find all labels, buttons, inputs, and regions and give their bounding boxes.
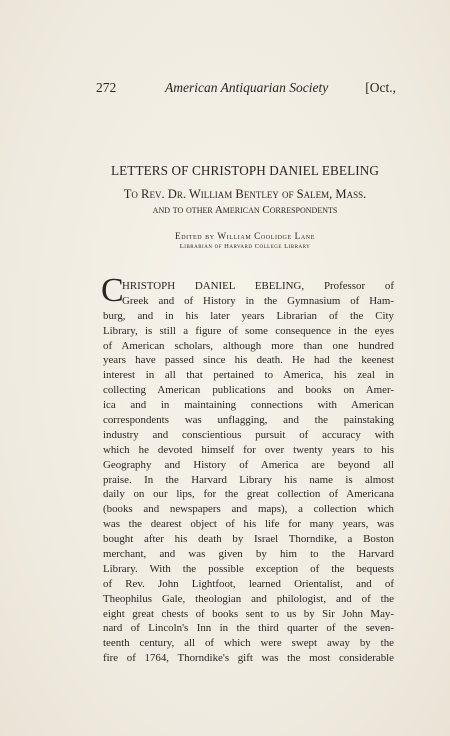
body-line: ica and in maintaining connections with American (103, 399, 394, 412)
body-line: years have passed since his death. He had the keenest (103, 354, 394, 367)
body-line: Library, is still a figure of some consequence in the eyes (103, 324, 394, 337)
body-line: bought after his death by Israel Thorndike, a Boston (103, 533, 394, 546)
body-line: fire of 1764, Thorndike's gift was the most considerable (103, 652, 394, 665)
body-line: daily on our lips, for the great collection of Americana (103, 488, 394, 501)
body-line: (books and newspapers and maps), a collection which (103, 503, 394, 516)
body-line: merchant, and was given by him to the Harvard (103, 548, 394, 561)
body-line: Greek and of History in the Gymnasium of Ham- (122, 294, 394, 307)
issue-month: [Oct., (365, 80, 396, 95)
body-line: of American scholars, although more than one hundred (103, 339, 394, 352)
body-line: of Rev. John Lightfoot, learned Orientalist, and of (103, 577, 394, 590)
article-body (101, 272, 394, 666)
body-line: C HRISTOPH DANIEL EBELING, Professor of (101, 272, 394, 309)
body-line: which he devoted himself for over twenty years to his (103, 443, 394, 456)
body-line: eight great chests of books sent to us by Sir John May- (103, 607, 394, 620)
article-title: LETTERS OF CHRISTOPH DANIEL EBELING (111, 163, 379, 178)
running-head (96, 80, 396, 98)
body-line: Theophilus Gale, theologian and philologist, and of the (103, 592, 394, 605)
body-line: was the dearest object of his life for many years, was (103, 518, 394, 531)
article-recipient-continued: and to other American Correspondents (152, 204, 338, 216)
body-line: correspondents was unflagging, and the painstaking (103, 414, 394, 427)
body-line: praise. In the Harvard Library his name is almost (103, 473, 394, 486)
article-title-block (96, 162, 394, 252)
body-line: Library. With the possible exception of the bequests (103, 562, 394, 575)
drop-cap: C (101, 272, 124, 309)
body-line: burg, and in his later years Librarian of the City (103, 309, 394, 322)
article-editor-role: Librarian of Harvard College Library (179, 243, 311, 250)
page-number: 272 (96, 80, 117, 95)
journal-title: American Antiquarian Society (165, 80, 329, 95)
body-line: industry and conscientious pursuit of accuracy with (103, 428, 394, 441)
body-line: interest in all that pertained to America, his zeal in (103, 369, 394, 382)
body-line: Geography and History of America are beyond all (103, 458, 394, 471)
body-line: teenth century, all of which were swept away by the (103, 637, 394, 650)
body-line: collecting American publications and books on Amer- (103, 384, 394, 397)
article-recipient: To Rev. Dr. William Bentley of Salem, Mass. (123, 187, 367, 201)
article-editor: Edited by William Coolidge Lane (175, 231, 315, 241)
body-line: nard of Lincoln's Inn in the third quarter of the seven- (103, 622, 394, 635)
